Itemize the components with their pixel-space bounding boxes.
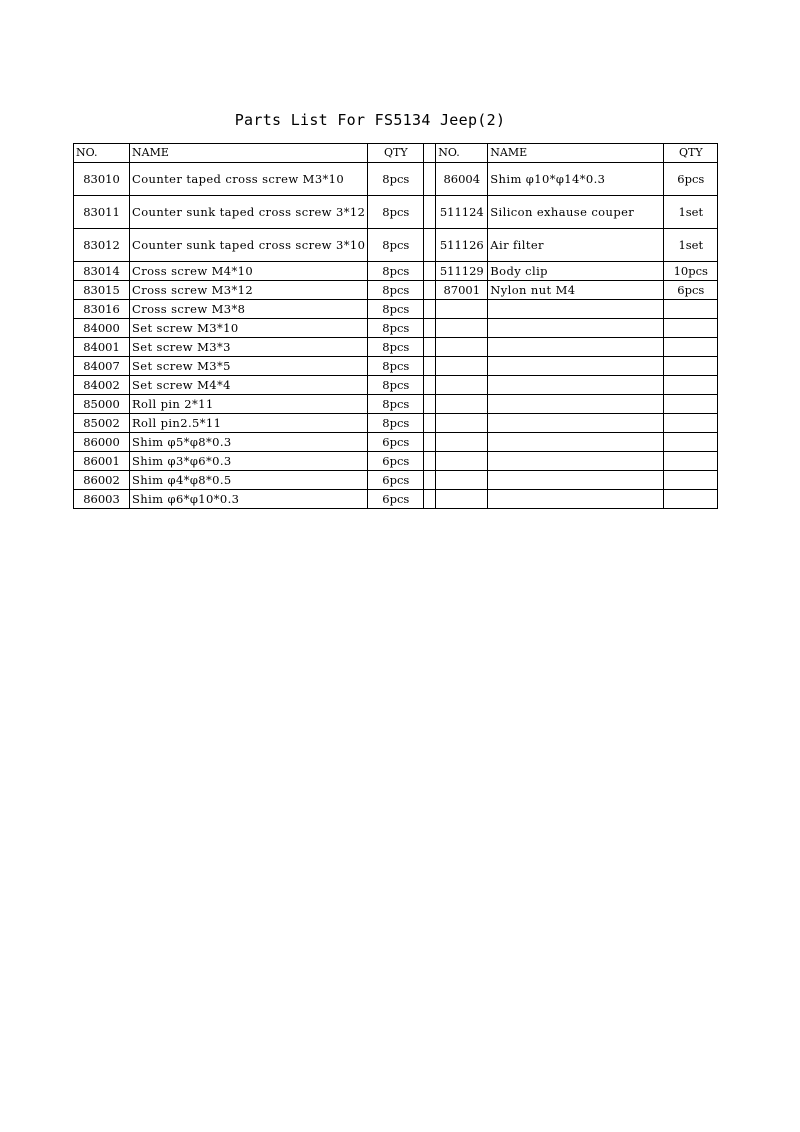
header-qty-right: QTY [664, 144, 718, 163]
part-number-cell: 84001 [74, 338, 130, 357]
part-name-cell: Cross screw M4*10 [130, 262, 368, 281]
part-name-cell: Shim φ3*φ6*0.3 [130, 452, 368, 471]
part-qty-cell: 8pcs [368, 196, 424, 229]
column-gap [424, 144, 436, 163]
table-row [74, 395, 718, 414]
table-row [74, 319, 718, 338]
part-number-cell: 83016 [74, 300, 130, 319]
table-row [74, 262, 718, 281]
part-name-cell: Silicon exhause couper [488, 196, 664, 229]
column-gap [424, 471, 436, 490]
part-qty-cell: 8pcs [368, 395, 424, 414]
column-gap [424, 490, 436, 509]
column-gap [424, 229, 436, 262]
part-qty-cell [664, 300, 718, 319]
column-gap [424, 395, 436, 414]
part-qty-cell [664, 414, 718, 433]
part-qty-cell: 8pcs [368, 319, 424, 338]
part-number-cell [436, 319, 488, 338]
part-qty-cell: 1set [664, 229, 718, 262]
part-number-cell: 511126 [436, 229, 488, 262]
part-name-cell: Set screw M3*3 [130, 338, 368, 357]
part-number-cell: 86001 [74, 452, 130, 471]
part-name-cell [488, 376, 664, 395]
part-qty-cell [664, 471, 718, 490]
part-number-cell [436, 357, 488, 376]
part-number-cell [436, 433, 488, 452]
page-title: Parts List For FS5134 Jeep(2) [234, 111, 506, 129]
column-gap [424, 262, 436, 281]
part-name-cell [488, 319, 664, 338]
part-name-cell [488, 338, 664, 357]
part-qty-cell: 6pcs [664, 163, 718, 196]
header-name-right: NAME [488, 144, 664, 163]
part-qty-cell: 8pcs [368, 281, 424, 300]
part-qty-cell [664, 452, 718, 471]
part-number-cell: 84000 [74, 319, 130, 338]
part-qty-cell: 8pcs [368, 338, 424, 357]
part-qty-cell: 6pcs [368, 471, 424, 490]
header-row [74, 144, 718, 163]
part-name-cell [488, 433, 664, 452]
column-gap [424, 319, 436, 338]
part-number-cell: 85000 [74, 395, 130, 414]
part-qty-cell: 8pcs [368, 300, 424, 319]
part-qty-cell: 1set [664, 196, 718, 229]
part-qty-cell [664, 338, 718, 357]
part-number-cell: 83010 [74, 163, 130, 196]
table-row [74, 338, 718, 357]
part-name-cell: Roll pin2.5*11 [130, 414, 368, 433]
header-no-left: NO. [74, 144, 130, 163]
part-name-cell [488, 414, 664, 433]
part-qty-cell: 8pcs [368, 414, 424, 433]
part-qty-cell: 8pcs [368, 262, 424, 281]
part-number-cell: 87001 [436, 281, 488, 300]
part-number-cell: 86004 [436, 163, 488, 196]
part-name-cell [488, 395, 664, 414]
part-qty-cell: 6pcs [368, 452, 424, 471]
column-gap [424, 357, 436, 376]
column-gap [424, 163, 436, 196]
part-qty-cell: 8pcs [368, 163, 424, 196]
column-gap [424, 433, 436, 452]
part-qty-cell: 6pcs [368, 433, 424, 452]
table-row [74, 196, 718, 229]
table-row [74, 357, 718, 376]
part-number-cell [436, 376, 488, 395]
part-qty-cell [664, 433, 718, 452]
column-gap [424, 281, 436, 300]
part-number-cell [436, 395, 488, 414]
part-name-cell [488, 300, 664, 319]
part-qty-cell [664, 319, 718, 338]
part-name-cell [488, 357, 664, 376]
part-number-cell: 83011 [74, 196, 130, 229]
column-gap [424, 196, 436, 229]
table-row [74, 452, 718, 471]
table-row [74, 229, 718, 262]
part-name-cell [488, 490, 664, 509]
column-gap [424, 338, 436, 357]
part-qty-cell [664, 357, 718, 376]
part-number-cell [436, 414, 488, 433]
part-name-cell: Cross screw M3*12 [130, 281, 368, 300]
part-number-cell [436, 471, 488, 490]
part-qty-cell: 6pcs [664, 281, 718, 300]
table-row [74, 163, 718, 196]
table-row [74, 281, 718, 300]
part-qty-cell: 6pcs [368, 490, 424, 509]
table-row [74, 376, 718, 395]
part-qty-cell [664, 376, 718, 395]
part-qty-cell: 10pcs [664, 262, 718, 281]
part-number-cell [436, 490, 488, 509]
part-number-cell: 83015 [74, 281, 130, 300]
part-name-cell: Air filter [488, 229, 664, 262]
part-number-cell [436, 300, 488, 319]
table-row [74, 490, 718, 509]
table-row [74, 300, 718, 319]
part-qty-cell [664, 490, 718, 509]
part-number-cell: 83012 [74, 229, 130, 262]
part-number-cell: 511129 [436, 262, 488, 281]
part-number-cell: 83014 [74, 262, 130, 281]
part-name-cell: Set screw M3*5 [130, 357, 368, 376]
column-gap [424, 452, 436, 471]
part-number-cell: 84002 [74, 376, 130, 395]
column-gap [424, 376, 436, 395]
part-number-cell: 86003 [74, 490, 130, 509]
column-gap [424, 300, 436, 319]
part-name-cell: Set screw M4*4 [130, 376, 368, 395]
table-row [74, 471, 718, 490]
part-name-cell: Set screw M3*10 [130, 319, 368, 338]
column-gap [424, 414, 436, 433]
part-number-cell: 85002 [74, 414, 130, 433]
part-name-cell: Shim φ4*φ8*0.5 [130, 471, 368, 490]
part-qty-cell [664, 395, 718, 414]
part-name-cell: Nylon nut M4 [488, 281, 664, 300]
part-name-cell: Shim φ5*φ8*0.3 [130, 433, 368, 452]
part-number-cell: 511124 [436, 196, 488, 229]
part-number-cell: 86002 [74, 471, 130, 490]
header-qty-left: QTY [368, 144, 424, 163]
part-number-cell: 84007 [74, 357, 130, 376]
part-number-cell [436, 452, 488, 471]
part-name-cell: Cross screw M3*8 [130, 300, 368, 319]
part-qty-cell: 8pcs [368, 357, 424, 376]
part-number-cell: 86000 [74, 433, 130, 452]
part-name-cell: Shim φ6*φ10*0.3 [130, 490, 368, 509]
part-name-cell [488, 471, 664, 490]
part-name-cell: Roll pin 2*11 [130, 395, 368, 414]
header-no-right: NO. [436, 144, 488, 163]
part-qty-cell: 8pcs [368, 376, 424, 395]
part-name-cell: Counter sunk taped cross screw 3*12 [130, 196, 368, 229]
parts-table [73, 143, 718, 509]
header-name-left: NAME [130, 144, 368, 163]
table-row [74, 414, 718, 433]
part-number-cell [436, 338, 488, 357]
part-name-cell: Shim φ10*φ14*0.3 [488, 163, 664, 196]
part-name-cell: Counter sunk taped cross screw 3*10 [130, 229, 368, 262]
part-name-cell: Counter taped cross screw M3*10 [130, 163, 368, 196]
part-qty-cell: 8pcs [368, 229, 424, 262]
part-name-cell: Body clip [488, 262, 664, 281]
table-row [74, 433, 718, 452]
part-name-cell [488, 452, 664, 471]
